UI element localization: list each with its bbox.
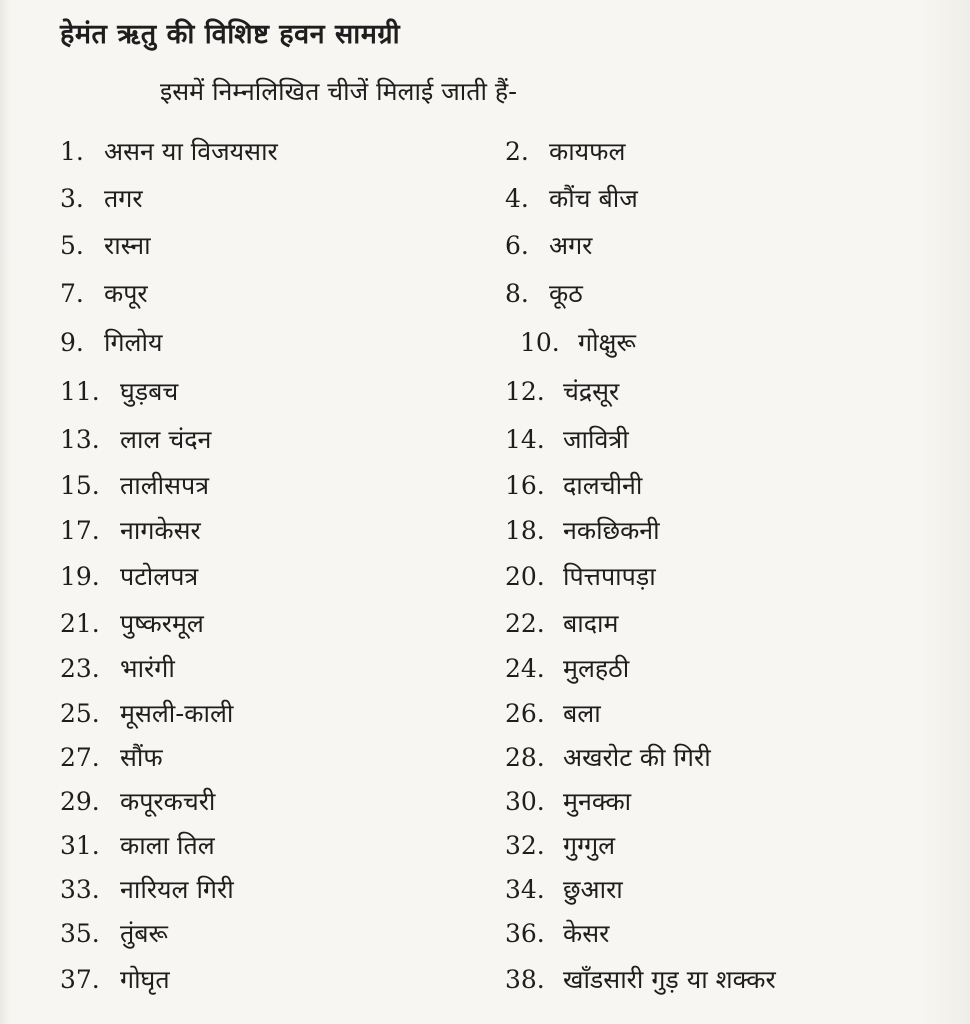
- list-item: 29. कपूरकचरी: [60, 787, 216, 816]
- list-item: 10. गोक्षुरू: [520, 328, 636, 357]
- list-item: 17. नागकेसर: [60, 516, 201, 545]
- list-row: [0, 130, 970, 174]
- list-item: 4. कौंच बीज: [505, 184, 638, 213]
- list-item: 9. गिलोय: [60, 328, 163, 357]
- list-item: 3. तगर: [60, 184, 143, 213]
- list-item: 30. मुनक्का: [505, 787, 632, 816]
- list-row: [0, 824, 970, 868]
- list-item: 31. काला तिल: [60, 831, 215, 860]
- list-item: 19. पटोलपत्र: [60, 562, 199, 591]
- list-item: 22. बादाम: [505, 609, 619, 638]
- list-item: 37. गोघृत: [60, 965, 170, 994]
- list-item: 15. तालीसपत्र: [60, 471, 210, 500]
- list-row: [0, 780, 970, 824]
- list-item: 16. दालचीनी: [505, 471, 643, 500]
- list-row: [0, 370, 970, 414]
- list-item: 23. भारंगी: [60, 654, 175, 683]
- list-item: 24. मुलहठी: [505, 654, 630, 683]
- list-item: 11. घुड़बच: [60, 377, 179, 406]
- list-item: 25. मूसली-काली: [60, 699, 234, 728]
- list-item: 27. सौंफ: [60, 743, 163, 772]
- list-row: [0, 224, 970, 268]
- list-row: [0, 555, 970, 599]
- list-row: [0, 418, 970, 462]
- list-item: 36. केसर: [505, 919, 610, 948]
- list-item: 14. जावित्री: [505, 425, 629, 454]
- list-row: [0, 509, 970, 553]
- list-item: 28. अखरोट की गिरी: [505, 743, 711, 772]
- list-item: 5. रास्ना: [60, 231, 151, 260]
- list-row: [0, 912, 970, 956]
- intro-text: इसमें निम्नलिखित चीजें मिलाई जाती हैं-: [160, 77, 518, 106]
- list-row: [0, 272, 970, 316]
- list-item: 2. कायफल: [505, 137, 626, 166]
- list-row: [0, 177, 970, 221]
- list-item: 20. पित्तपापड़ा: [505, 562, 656, 591]
- list-item: 33. नारियल गिरी: [60, 875, 234, 904]
- list-item: 26. बला: [505, 699, 601, 728]
- list-row: [0, 464, 970, 508]
- list-row: [0, 321, 970, 365]
- list-row: [0, 736, 970, 780]
- list-item: 38. खाँडसारी गुड़ या शक्कर: [505, 965, 776, 994]
- list-row: [0, 602, 970, 646]
- list-row: [0, 647, 970, 691]
- list-row: [0, 868, 970, 912]
- list-item: 21. पुष्करमूल: [60, 609, 204, 638]
- list-item: 18. नकछिकनी: [505, 516, 660, 545]
- list-item: 13. लाल चंदन: [60, 425, 212, 454]
- list-item: 8. कूठ: [505, 279, 583, 308]
- list-item: 7. कपूर: [60, 279, 148, 308]
- list-item: 12. चंद्रसूर: [505, 377, 620, 406]
- list-item: 34. छुआरा: [505, 875, 623, 904]
- list-row: [0, 692, 970, 736]
- list-item: 35. तुंबरू: [60, 919, 168, 948]
- page-title: हेमंत ऋतु की विशिष्ट हवन सामग्री: [60, 19, 401, 50]
- list-item: 6. अगर: [505, 231, 593, 260]
- list-row: [0, 958, 970, 1002]
- list-item: 32. गुग्गुल: [505, 831, 616, 860]
- list-item: 1. असन या विजयसार: [60, 137, 278, 166]
